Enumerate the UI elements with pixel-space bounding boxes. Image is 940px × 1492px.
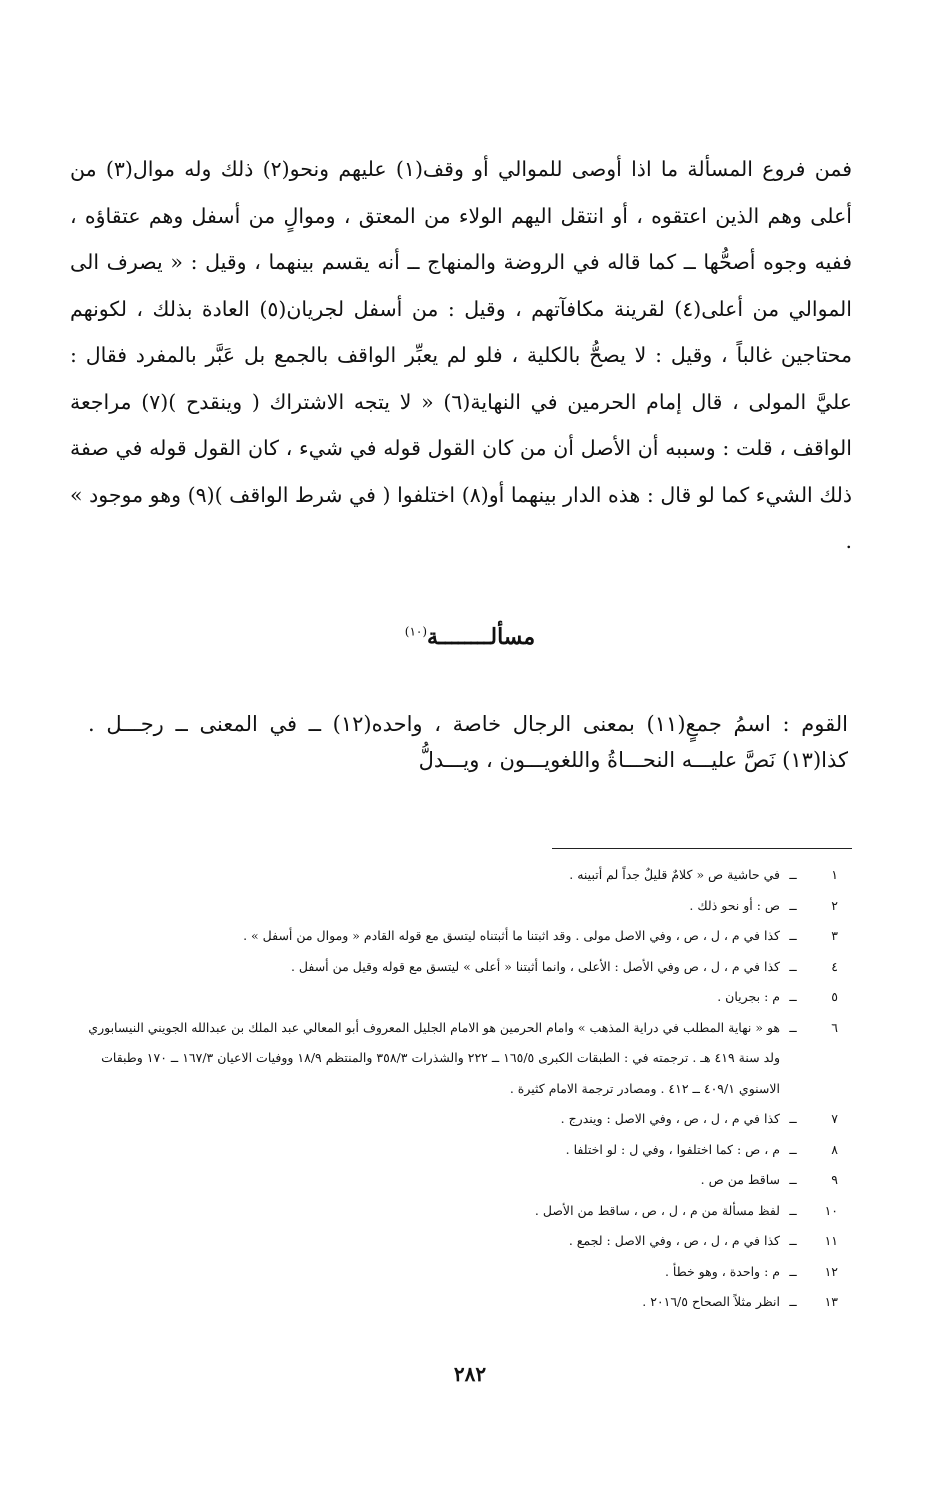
footnote-dash: ــ	[789, 1019, 797, 1035]
footnote-dash: ــ	[789, 928, 797, 943]
footnote-text: ص : أو نحو ذلك .	[689, 897, 780, 913]
footnote-number: ١٠	[824, 1202, 838, 1218]
footnote-separator	[552, 848, 852, 849]
footnotes-list	[68, 860, 838, 1318]
footnote-text: كذا في م ، ل ، ص ، وفي الاصل : لجمع .	[568, 1233, 780, 1248]
footnote-dash: ــ	[789, 1263, 797, 1279]
footnote-number: ١١	[824, 1233, 838, 1248]
footnote-text: كذا في م ، ل ، ص وفي الأصل : الأعلى ، وانما أثبتنا « أعلى » ليتسق مع قوله وقيل من أسفل .	[290, 958, 780, 974]
section-heading	[0, 624, 940, 650]
footnote-item	[68, 1226, 838, 1257]
main-paragraph: فمن فروع المسألة ما اذا أوصى للموالي أو وقف(١) عليهم ونحو(٢) ذلك وله موال(٣) من أعلى وهم الذين اعتقوه ، أو انتقل اليهم الولاء من المعتق ، وموالٍ من أسفل وهم عتقاؤه ، ففيه وجوه أصحُّها ــ كما قاله في الروضة والمنهاج ــ أنه يقسم بينهما ، وقيل : « يصرف الى الموالي من أعلى(٤) لقرينة مكافآتهم ، وقيل : من أسفل لجريان(٥) العادة بذلك ، لكونهم محتاجين غالباً ، وقيل : لا يصحُّ بالكلية ، فلو لم يعبِّر الواقف بالجمع بل عَبَّر بالمفرد فقال : عليَّ المولى ، قال إمام الحرمين في النهاية(٦) « لا يتجه الاشتراك ( وينقدح )(٧) مراجعة الواقف ، قلت : وسببه أن الأصل أن من كان القول قوله في شيء ، كان القول قوله في صفة ذلك الشيء كما لو قال : هذه الدار بينهما أو(٨) اختلفوا ( في شرط الواقف )(٩) وهو موجود » .	[70, 157, 853, 553]
footnote-text: هو « نهاية المطلب في دراية المذهب » وامام الحرمين هو الامام الجليل المعروف أبو المعالي عبد الملك بن عبدالله الجويني النيسابوري ولد سنة ٤١٩ هـ . ترجمته في : الطبقات الكبرى ١٦٥/٥ ــ ٢٢٢ والشذرات ٣٥٨/٣ والمنتظم ١٨/٩ ووفيات الاعيان ١٦٧/٣ ــ ١٧٠ وطبقات الاسنوي ٤٠٩/١ ــ ٤١٢ . ومصادر ترجمة الامام كثيرة .	[88, 1019, 780, 1096]
second-paragraph: القوم : اسمُ جمعٍ(١١) بمعنى الرجال خاصة ، واحده(١٢) ــ في المعنى ــ رجـــل . كذا(١٣) نَصَّ عليـــه النحـــاةُ واللغويـــون ، ويـــدلُّ	[88, 712, 848, 772]
footnote-number: ٤	[831, 958, 838, 974]
footnote-text: كذا في م ، ل ، ص ، وفي الاصل مولى . وقد اثبتنا ما أثبتناه ليتسق مع قوله القادم « وموال من أسفل » .	[243, 928, 780, 943]
section-heading-footnote-ref: (١٠)	[404, 624, 428, 639]
second-text-block	[88, 706, 848, 778]
footnote-text: انظر مثلاً الصحاح ٢٠١٦/٥ .	[642, 1294, 780, 1309]
footnote-item	[68, 982, 838, 1013]
footnote-number: ١٣	[824, 1294, 838, 1309]
footnote-number: ١٢	[824, 1263, 838, 1279]
footnote-text: م : واحدة ، وهو خطأ .	[664, 1263, 780, 1279]
footnote-item	[68, 952, 838, 983]
footnote-item	[68, 1257, 838, 1288]
footnote-dash: ــ	[789, 989, 797, 1004]
footnote-number: ٣	[831, 928, 838, 943]
footnote-dash: ــ	[789, 958, 797, 974]
footnote-number: ٩	[831, 1172, 838, 1187]
footnote-dash: ــ	[789, 867, 797, 882]
footnote-text: م ، ص : كما اختلفوا ، وفي ل : لو اختلفا .	[565, 1141, 780, 1157]
page-number: ٢٨٢	[453, 1362, 487, 1386]
footnote-item	[68, 921, 838, 952]
footnote-text: كذا في م ، ل ، ص ، وفي الاصل : ويندرج .	[560, 1111, 780, 1126]
footnote-dash: ــ	[789, 1233, 797, 1248]
footnote-item	[68, 1104, 838, 1135]
footnote-number: ٧	[831, 1111, 838, 1126]
footnote-item	[68, 860, 838, 891]
main-text-block	[70, 146, 852, 565]
footnote-item	[68, 891, 838, 922]
footnote-item	[68, 1287, 838, 1318]
footnote-text: لفظ مسألة من م ، ل ، ص ، ساقط من الأصل .	[534, 1202, 780, 1218]
footnote-item	[68, 1165, 838, 1196]
section-heading-text: مسألــــــــة	[427, 624, 536, 650]
footnote-dash: ــ	[789, 897, 797, 913]
footnote-dash: ــ	[789, 1294, 797, 1309]
footnote-item	[68, 1013, 838, 1105]
footnote-dash: ــ	[789, 1141, 797, 1157]
footnote-text: ساقط من ص .	[700, 1172, 780, 1187]
footnote-dash: ــ	[789, 1202, 797, 1218]
footnote-number: ١	[831, 867, 838, 882]
footnote-item	[68, 1135, 838, 1166]
footnote-number: ٦	[831, 1019, 838, 1035]
footnote-dash: ــ	[789, 1111, 797, 1126]
footnote-number: ٢	[831, 897, 838, 913]
footnote-dash: ــ	[789, 1172, 797, 1187]
footnote-text: م : بجريان .	[717, 989, 780, 1004]
footnote-number: ٨	[831, 1141, 838, 1157]
footnote-text: في حاشية ص « كلامٌ قليلٌ جداً لم أتبينه .	[569, 867, 780, 882]
footnote-number: ٥	[831, 989, 838, 1004]
footnote-item	[68, 1196, 838, 1227]
